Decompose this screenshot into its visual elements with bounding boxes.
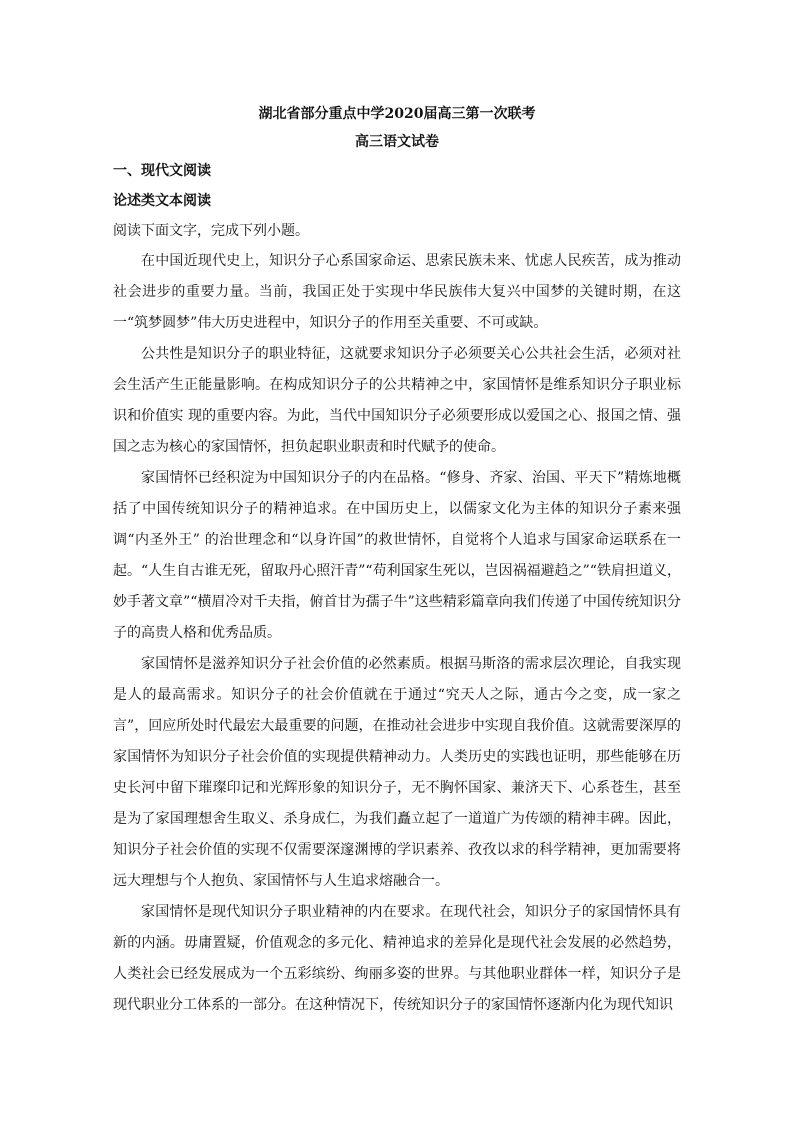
- paragraph: 公共性是知识分子的职业特征，这就要求知识分子必须要关心公共社会生活，必须对社会生活产生正能量影响。在构成知识分子的公共精神之中，家国情怀是维系知识分子职业标识和价值实 现的重要内容。为此，当代中国知识分子必须要形成以爱国之心、报国之情、强国之志为核心的家国情怀，担负起职业职责和时代赋予的使命。: [113, 346, 681, 455]
- paragraph: 家国情怀已经积淀为中国知识分子的内在品格。“修身、齐家、治国、平天下”精炼地概括了中国传统知识分子的精神追求。在中国历史上，以儒家文化为主体的知识分子素来强调“内圣外王” 的治世理念和“以身许国”的救世情怀，自觉将个人追求与国家命运联系在一起。“人生自古谁无死，留取丹心照汗青”“苟利国家生死以，岂因祸福避趋之”“铁肩担道义，妙手著文章”“横眉冷对千夫指，俯首甘为孺子牛”这些精彩篇章向我们传递了中国传统知识分子的高贵人格和优秀品质。: [113, 470, 681, 641]
- paragraph: 在中国近现代史上，知识分子心系国家命运、思索民族未来、忧虑人民疾苦，成为推动社会进步的重要力量。当前，我国正处于实现中华民族伟大复兴中国梦的关键时期，在这一“筑梦圆梦”伟大历史进程中，知识分子的作用至关重要、不可或缺。: [113, 253, 681, 331]
- document-page: [113, 100, 681, 1021]
- paragraph: 家国情怀是现代知识分子职业精神的内在要求。在现代社会，知识分子的家国情怀具有新的内涵。毋庸置疑，价值观念的多元化、精神追求的差异化是现代社会发展的必然趋势，人类社会已经发展成为一个五彩缤纷、绚丽多姿的世界。与其他职业群体一样，知识分子是现代职业分工体系的一部分。在这种情况下，传统知识分子的家国情怀逐渐内化为现代知识: [113, 904, 681, 1013]
- document-title: 湖北省部分重点中学2020届高三第一次联考: [258, 106, 536, 122]
- section-heading: 一、现代文阅读: [113, 163, 211, 179]
- document-subtitle: 高三语文试卷: [355, 134, 439, 150]
- subsection-heading: 论述类文本阅读: [113, 193, 211, 209]
- instruction-text: 阅读下面文字，完成下列小题。: [113, 223, 309, 239]
- paragraph: 家国情怀是滋养知识分子社会价值的必然素质。根据马斯洛的需求层次理论，自我实现是人的最高需求。知识分子的社会价值就在于通过“究天人之际，通古今之变，成一家之言”，回应所处时代最宏大最重要的问题，在推动社会进步中实现自我价值。这就需要深厚的家国情怀为知识分子社会价值的实现提供精神动力。人类历史的实践也证明，那些能够在历史长河中留下璀璨印记和光辉形象的知识分子，无不胸怀国家、兼济天下、心系苍生，甚至是为了家国理想舍生取义、杀身成仁，为我们矗立起了一道道广为传颂的精神丰碑。因此，知识分子社会价值的实现不仅需要深邃渊博的学识素养、孜孜以求的科学精神，更加需要将远大理想与个人抱负、家国情怀与人生追求熔融合一。: [113, 656, 681, 889]
